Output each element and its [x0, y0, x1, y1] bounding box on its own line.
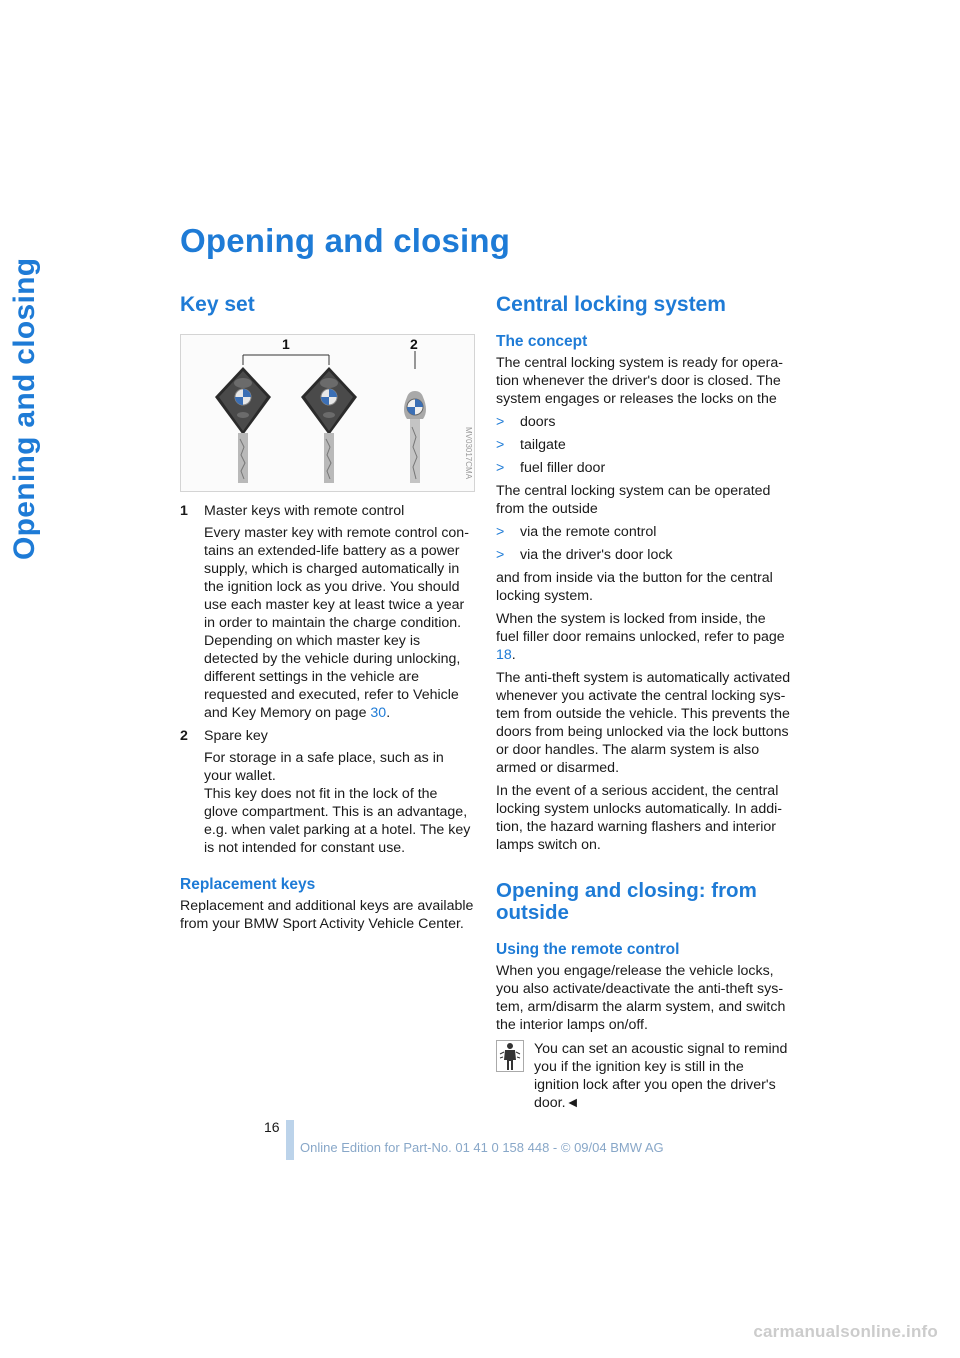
bullet-arrow-icon: >: [496, 414, 505, 430]
outside-heading: Opening and closing: from outside: [496, 879, 757, 924]
item-description-text: Every master key with remote control con-tains an extended-life battery as a power supply, which is charged automatically in the ignition lock as you drive. You should use each master key at least twice a year in order to maintain the charge condition. Depending on which master key is detected by the vehicle during unlocking, different settings in the vehicle are requested and executed, refer to Vehicle and Key Memory on page: [204, 525, 469, 721]
master-key-icon: [301, 367, 357, 483]
replacement-keys-text: Replacement and additional keys are available from your BMW Sport Activity Vehicle Center.: [180, 898, 474, 932]
concept-intro: The central locking system is ready for opera-tion whenever the driver's door is closed. The system engages or releases the locks on the: [496, 355, 784, 407]
list-item-text: fuel filler door: [520, 460, 606, 476]
page-number: 16: [264, 1119, 280, 1135]
locked-inside-text-body: When the system is locked from inside, the fuel filler door remains unlocked, refer to page: [496, 611, 785, 645]
accident-text: In the event of a serious accident, the central locking system unlocks automatically. In addi-tion, the hazard warning flashers and interior lamps switch on.: [496, 783, 782, 853]
operated-text: The central locking system can be operated from the outside: [496, 483, 771, 517]
central-locking-heading: Central locking system: [496, 293, 726, 316]
side-chapter-title: [8, 230, 168, 560]
master-key-icon: [215, 367, 271, 483]
page-title: Opening and closing: [180, 222, 511, 259]
footer-edition-text: Online Edition for Part-No. 01 41 0 158 448 - © 09/04 BMW AG: [300, 1140, 664, 1155]
remote-control-heading: Using the remote control: [496, 941, 680, 958]
list-item: [496, 459, 792, 477]
bullet-arrow-icon: >: [496, 437, 505, 453]
list-item-text: via the remote control: [520, 524, 657, 540]
list-item: [496, 546, 792, 564]
list-item: [496, 436, 792, 454]
person-note-icon: [496, 1040, 524, 1072]
item-number: 1: [180, 503, 188, 519]
locked-inside-text-end: .: [511, 647, 516, 663]
inside-text: and from inside via the button for the central locking system.: [496, 570, 773, 604]
key-set-illustration: [180, 334, 475, 492]
locked-inside-text: [496, 610, 792, 664]
watermark: carmanualsonline.info: [753, 1322, 938, 1341]
end-marker-icon: ◄: [565, 1095, 580, 1111]
item-title: Spare key: [204, 728, 268, 744]
image-label-2: 2: [410, 336, 418, 352]
image-code: MV03017CMA: [464, 427, 473, 480]
left-column: [180, 292, 475, 933]
page-link[interactable]: 30: [370, 705, 387, 721]
bullet-arrow-icon: >: [496, 460, 505, 476]
concept-heading: The concept: [496, 333, 588, 350]
footer-bar: [286, 1120, 294, 1160]
item-description: For storage in a safe place, such as in your wallet.: [204, 750, 444, 784]
bullet-arrow-icon: >: [496, 524, 505, 540]
item-number: 2: [180, 728, 188, 744]
remote-control-text: When you engage/release the vehicle locks, you also activate/deactivate the anti-theft sys-tem, arm/disarm the alarm system, and switch the interior lamps on/off.: [496, 963, 786, 1033]
antitheft-text: The anti-theft system is automatically activated whenever you activate the central locking sys-tem from outside the vehicle. This prevents the doors from being unlocked via the lock buttons or door handles. The alarm system is also armed or disarmed.: [496, 670, 791, 776]
spare-key-icon: [404, 391, 426, 483]
image-label-1: 1: [282, 336, 290, 352]
note-text: [534, 1040, 792, 1112]
list-item-text: tailgate: [520, 437, 566, 453]
item-title: Master keys with remote control: [204, 503, 405, 519]
note-block: [496, 1040, 792, 1112]
replacement-keys-heading: Replacement keys: [180, 876, 316, 893]
bullet-arrow-icon: >: [496, 547, 505, 563]
side-chapter-title-text: Opening and closing: [8, 257, 41, 560]
list-item: [180, 502, 475, 722]
item-description: This key does not fit in the lock of the glove compartment. This is an advantage, e.g. when valet parking at a hotel. The key is not intended for constant use.: [204, 786, 471, 856]
right-column: [496, 292, 792, 1112]
list-item-text: doors: [520, 414, 556, 430]
page-link[interactable]: 18: [496, 647, 512, 663]
list-item: [180, 727, 475, 857]
list-item-text: via the driver's door lock: [520, 547, 673, 563]
key-set-heading: Key set: [180, 293, 255, 316]
item-description: [204, 524, 475, 722]
note-text-body: You can set an acoustic signal to remind you if the ignition key is still in the ignition lock after you open the driver's door.: [534, 1041, 788, 1111]
item-description-end: .: [386, 705, 391, 721]
list-item: [496, 413, 792, 431]
list-item: [496, 523, 792, 541]
